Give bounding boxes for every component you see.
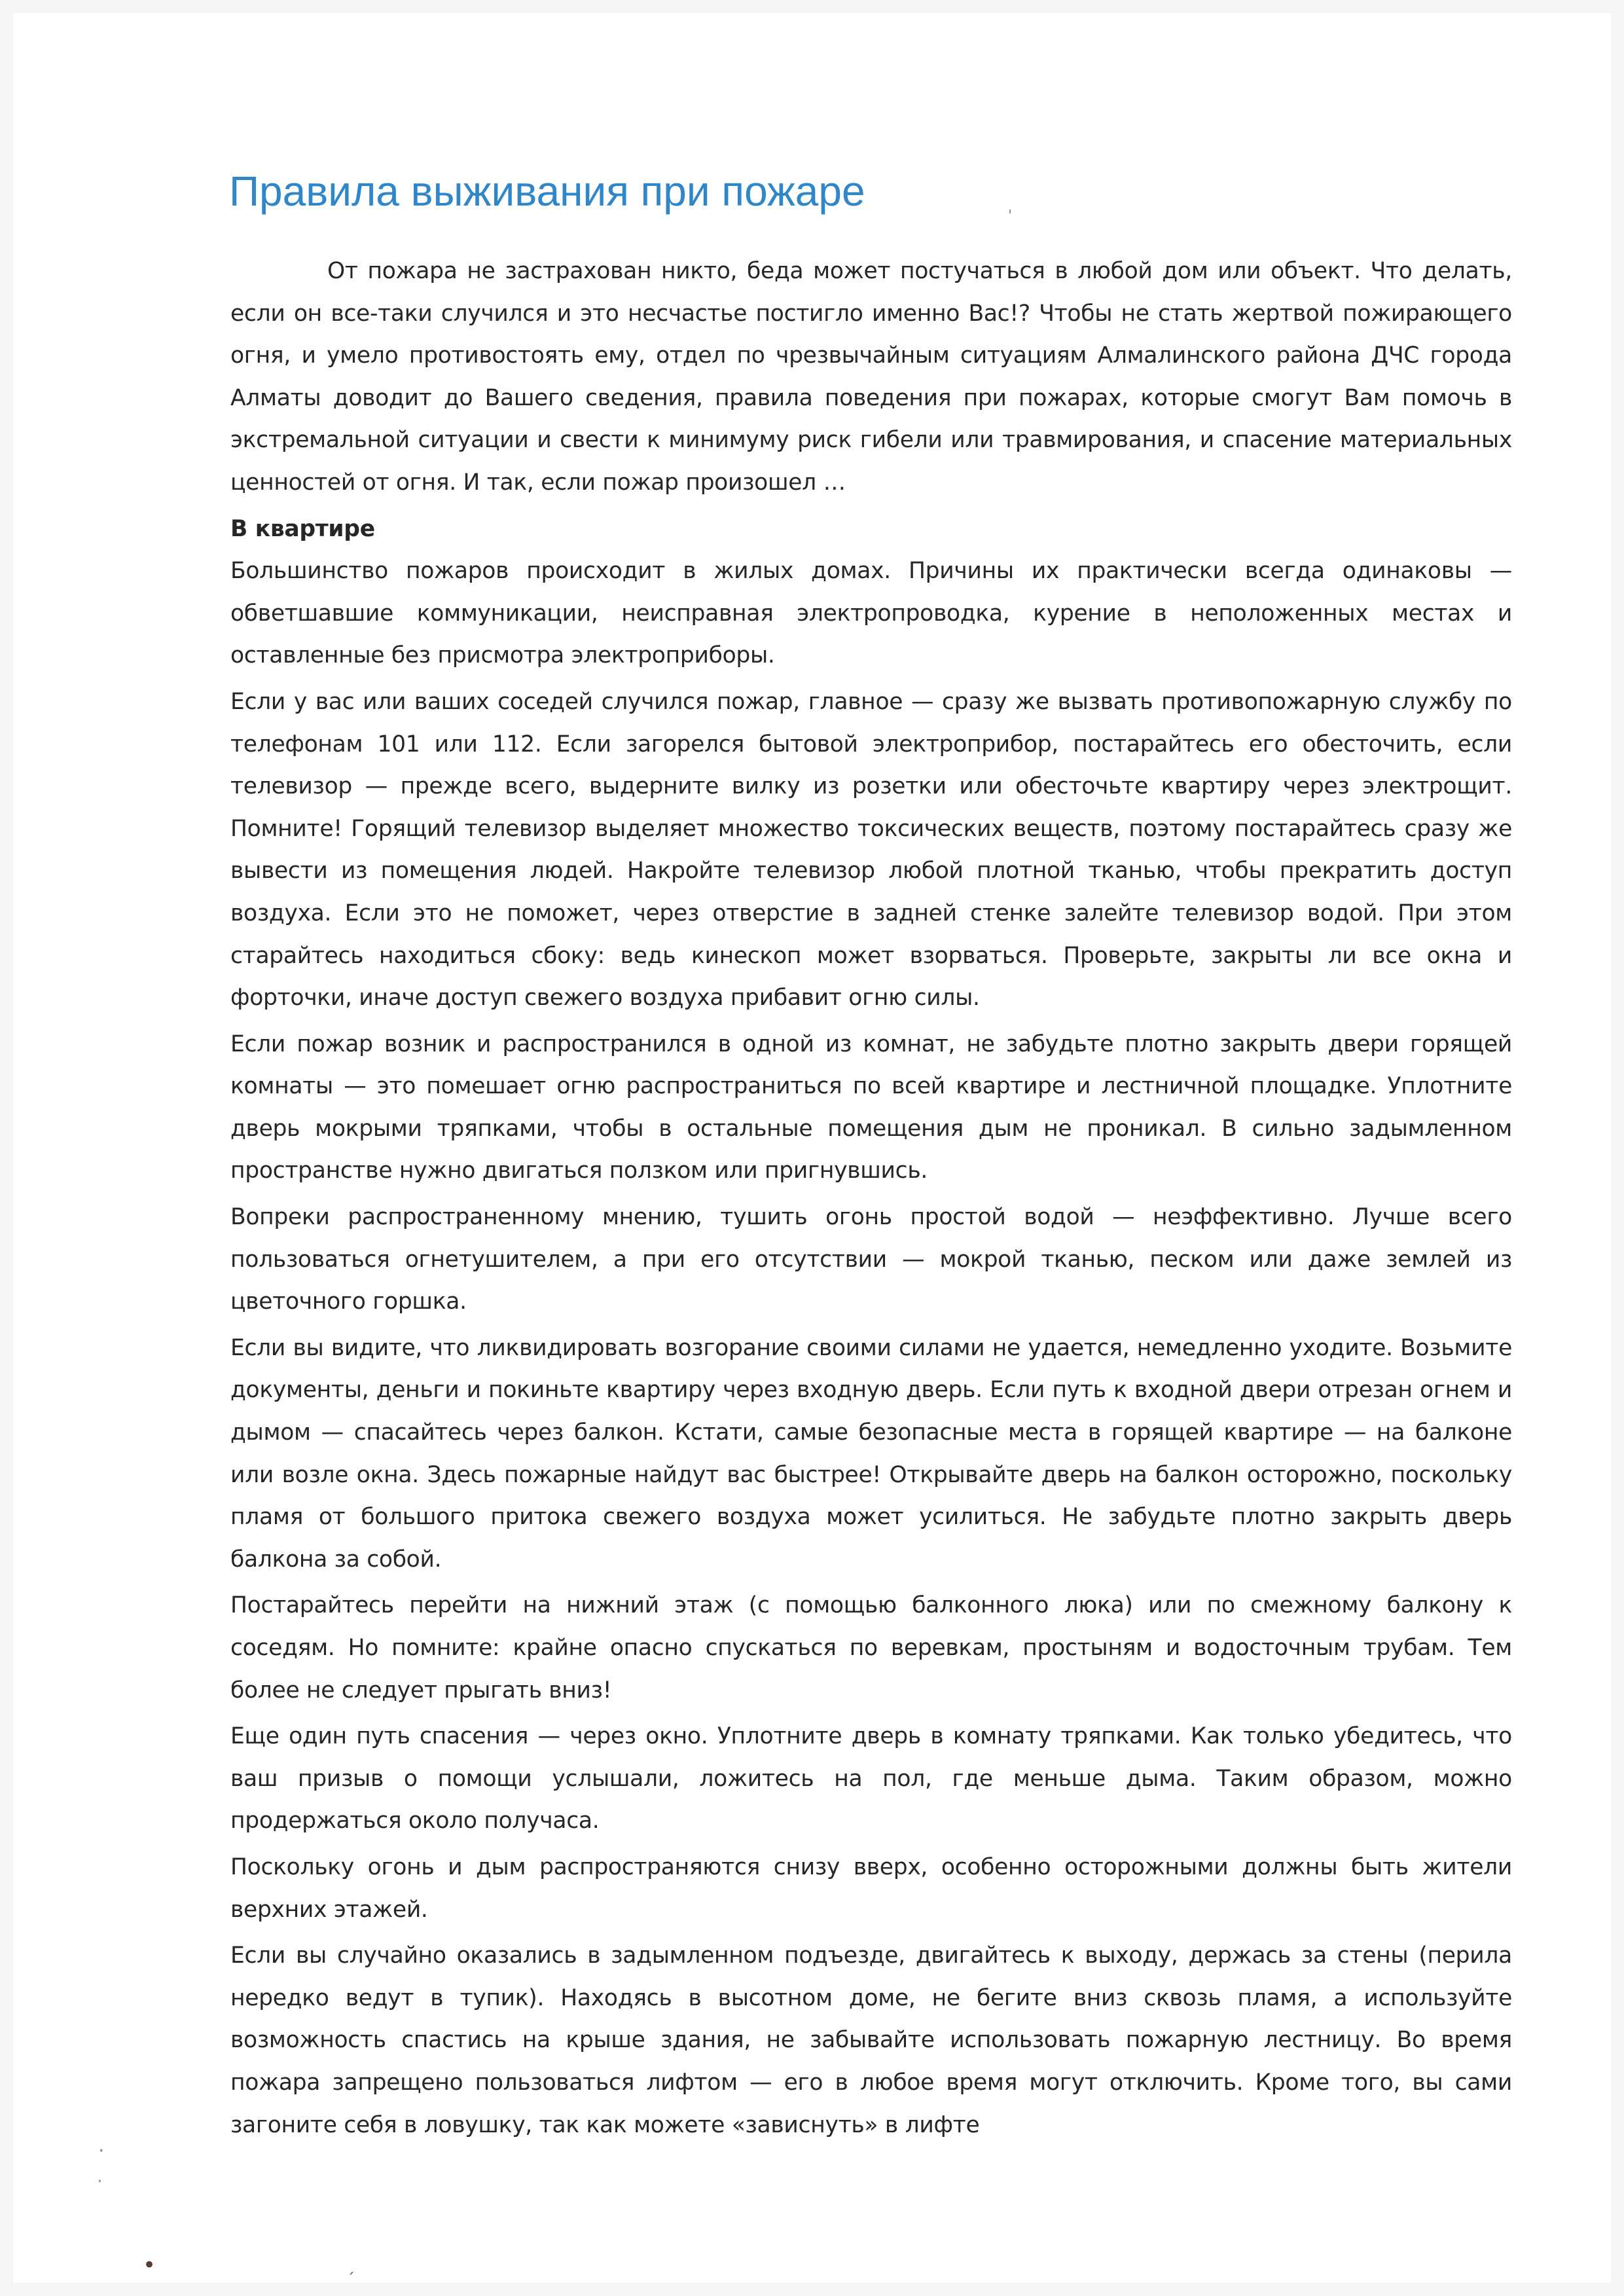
scan-mark: ˏ xyxy=(347,2257,355,2275)
intro-paragraph: От пожара не застрахован никто, беда может постучаться в любой дом или объект. Что делать, если он все-таки случился и это несчастье постигло именно Вас!? Чтобы не стать жертвой пожирающего огня, и умело противостоять ему, отдел по чрезвычайным ситуациям Алмалинского района ДЧС города Алматы доводит до Вашего сведения, правила поведения при пожарах, которые смогут Вам помочь в экстремальной ситуации и свести к минимуму риск гибели или травмирования, и спасение материальных ценностей от огня. И так, если пожар произошел … xyxy=(230,258,1512,496)
body-paragraph: Вопреки распространенному мнению, тушить огонь простой водой — неэффективно. Лучше всего пользоваться огнетушителем, а при его отсутствии — мокрой тканью, песком или даже землей из цветочного горшка. xyxy=(230,1204,1512,1315)
document-page xyxy=(13,13,1611,2283)
body-paragraph: Если вы видите, что ликвидировать возгорание своими силами не удается, немедленно уходите. Возьмите документы, деньги и покиньте квартиру через входную дверь. Если путь к входной двери отрезан огнем и дымом — спасайтесь через балкон. Кстати, самые безопасные места в горящей квартире — на балконе или возле окна. Здесь пожарные найдут вас быстрее! Открывайте дверь на балкон осторожно, поскольку пламя от большого притока свежего воздуха может усилиться. Не забудьте плотно закрыть дверь балкона за собой. xyxy=(230,1334,1512,1573)
scan-mark: · xyxy=(97,2170,103,2192)
scan-mark: ˈ xyxy=(1008,208,1013,225)
document-title: Правила выживания при пожаре xyxy=(229,168,865,215)
section-heading: В квартире xyxy=(230,515,375,542)
body-paragraph: Если у вас или ваших соседей случился пожар, главное — сразу же вызвать противопожарную службу по телефонам 101 или 112. Если загорелся бытовой электроприбор, постарайтесь его обесточить, если телевизор — прежде всего, выдерните вилку из розетки или обесточьте квартиру через электрощит. Помните! Горящий телевизор выделяет множество токсических веществ, поэтому постарайтесь сразу же вывести из помещения людей. Накройте телевизор любой плотной тканью, чтобы прекратить доступ воздуха. Если это не поможет, через отверстие в задней стенке залейте телевизор водой. При этом старайтесь находиться сбоку: ведь кинескоп может взорваться. Проверьте, закрыты ли все окна и форточки, иначе доступ свежего воздуха прибавит огню силы. xyxy=(230,688,1512,1011)
body-paragraph: Если пожар возник и распространился в одной из комнат, не забудьте плотно закрыть двери горящей комнаты — это помешает огню распространиться по всей квартире и лестничной площадке. Уплотните дверь мокрыми тряпками, чтобы в остальные помещения дым не проникал. В сильно задымленном пространстве нужно двигаться ползком или пригнувшись. xyxy=(230,1030,1512,1184)
scan-mark: • xyxy=(143,2252,156,2278)
body-paragraph: Большинство пожаров происходит в жилых домах. Причины их практически всегда одинаковы — обветшавшие коммуникации, неисправная электропроводка, курение в неположенных местах и оставленные без присмотра электроприборы. xyxy=(230,558,1512,669)
body-paragraph: Постарайтесь перейти на нижний этаж (с помощью балконного люка) или по смежному балкону к соседям. Но помните: крайне опасно спускаться по веревкам, простыням и водосточным трубам. Тем более не следует прыгать вниз! xyxy=(230,1592,1512,1704)
body-paragraph: Еще один путь спасения — через окно. Уплотните дверь в комнату тряпками. Как только убедитесь, что ваш призыв о помощи услышали, ложитесь на пол, где меньше дыма. Таким образом, можно продержаться около получаса. xyxy=(230,1723,1512,1834)
scan-mark: · xyxy=(98,2140,105,2162)
document-body xyxy=(230,250,1512,2150)
body-paragraph: Если вы случайно оказались в задымленном подъезде, двигайтесь к выходу, держась за стены (перила нередко ведут в тупик). Находясь в высотном доме, не бегите вниз сквозь пламя, а используйте возможность спастись на крыше здания, не забывайте использовать пожарную лестницу. Во время пожара запрещено пользоваться лифтом — его в любое время могут отключить. Кроме того, вы сами загоните себя в ловушку, так как можете «зависнуть» в лифте xyxy=(230,1942,1512,2138)
body-paragraph: Поскольку огонь и дым распространяются снизу вверх, особенно осторожными должны быть жители верхних этажей. xyxy=(230,1853,1512,1923)
